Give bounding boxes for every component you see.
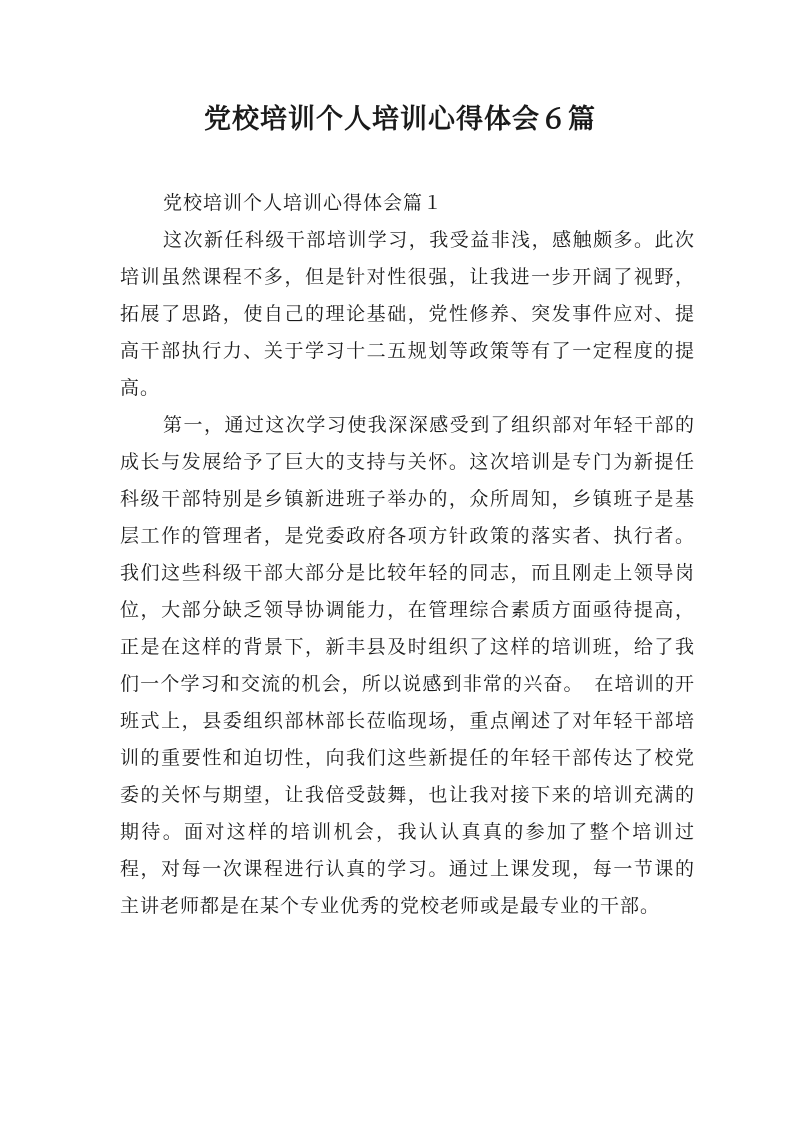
paragraph-1: 这次新任科级干部培训学习，我受益非浅，感触颇多。此次培训虽然课程不多，但是针对性很强，让我进一步开阔了视野，拓展了思路，使自己的理论基础，党性修养、突发事件应对、提高干部执行力、关于学习十二五规划等政策等有了一定程度的提高。 bbox=[120, 229, 695, 399]
document-body bbox=[120, 185, 695, 925]
document-title: 党校培训个人培训心得体会６篇 bbox=[204, 104, 596, 135]
section-subtitle: 党校培训个人培训心得体会篇１ bbox=[163, 192, 444, 214]
paragraph-2: 第一，通过这次学习使我深深感受到了组织部对年轻干部的成长与发展给予了巨大的支持与关怀。这次培训是专门为新提任科级干部特别是乡镇新进班子举办的，众所周知，乡镇班子是基层工作的管理者，是党委政府各项方针政策的落实者、执行者。我们这些科级干部大部分是比较年轻的同志，而且刚走上领导岗位，大部分缺乏领导协调能力，在管理综合素质方面亟待提高，正是在这样的背景下，新丰县及时组织了这样的培训班，给了我们一个学习和交流的机会，所以说感到非常的兴奋。 在培训的开班式上，县委组织部林部长莅临现场，重点阐述了对年轻干部培训的重要性和迫切性，向我们这些新提任的年轻干部传达了校党委的关怀与期望，让我倍受鼓舞，也让我对接下来的培训充满的期待。面对这样的培训机会，我认认真真的参加了整个培训过程，对每一次课程进行认真的学习。通过上课发现，每一节课的主讲老师都是在某个专业优秀的党校老师或是最专业的干部。 bbox=[120, 414, 695, 917]
